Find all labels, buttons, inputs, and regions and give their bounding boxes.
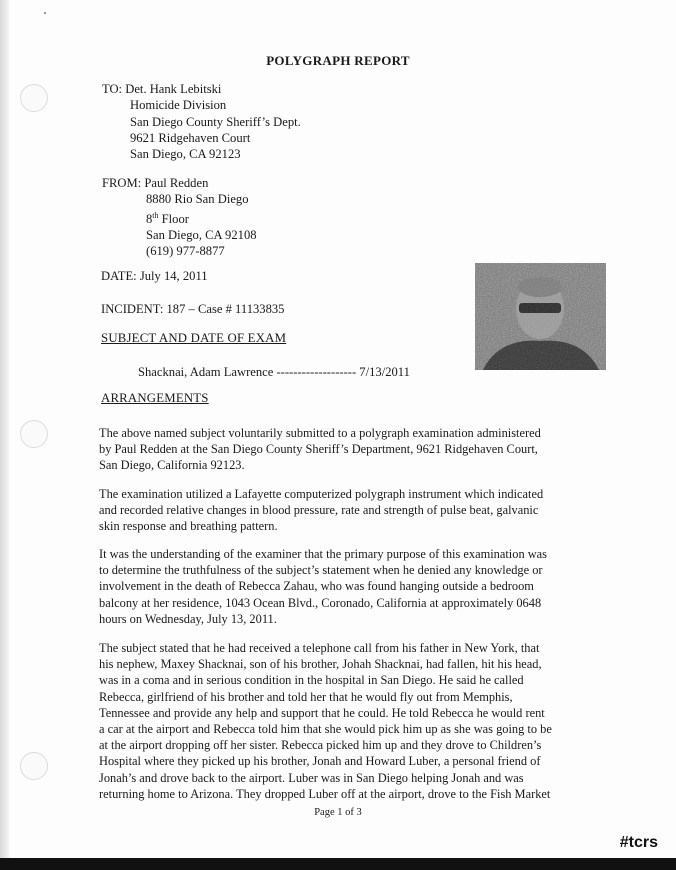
paragraph-line: and recorded relative changes in blood pressure, rate and strength of pulse beat, galvanic xyxy=(99,503,539,518)
floor-suffix: th xyxy=(152,210,159,220)
paragraph-line: a car at the airport and Rebecca told him that she would pick him up as she was going to be xyxy=(99,722,552,737)
from-name: Paul Redden xyxy=(144,176,209,190)
from-label: FROM: xyxy=(102,176,142,190)
from-floor xyxy=(102,208,257,227)
subject-photo xyxy=(475,263,606,370)
to-name: Det. Hank Lebitski xyxy=(125,82,222,96)
paragraph-line: It was the understanding of the examiner that the primary purpose of this examination was xyxy=(99,547,548,561)
paragraph-line: Rebecca, girlfriend of his brother and told her that he would fly out from Memphis, xyxy=(99,689,513,704)
paragraph-line: Tennessee and provide any help and support that he could. He told Rebecca he would rent xyxy=(99,705,545,720)
paragraph-line: his nephew, Maxey Shacknai, son of his brother, Johah Shacknai, had fallen, hit his head, xyxy=(99,657,542,672)
to-block xyxy=(102,81,301,162)
punch-hole xyxy=(20,752,48,780)
paragraph-line: Jonah’s and drove back to the airport. Luber was in San Diego helping Jonah and was xyxy=(99,770,524,785)
paragraph-line: hours on Wednesday, July 13, 2011. xyxy=(99,611,277,626)
subject-heading: SUBJECT AND DATE OF EXAM xyxy=(101,331,287,345)
paragraph xyxy=(99,640,577,802)
to-line: 9621 Ridgehaven Court xyxy=(130,130,251,145)
paragraph-line: The examination utilized a Lafayette computerized polygraph instrument which indicated xyxy=(99,487,544,501)
from-line: 8880 Rio San Diego xyxy=(146,192,249,207)
paragraph-line: returning home to Arizona. They dropped Luber off at the airport, drove to the Fish Market xyxy=(99,786,551,801)
punch-hole xyxy=(20,84,48,112)
paragraph-line: Hospital where they picked up his brother, Jonah and Howard Luber, a personal friend of xyxy=(99,754,541,769)
from-phone: (619) 977-8877 xyxy=(146,244,225,259)
paragraph-line: The subject stated that he had received a telephone call from his father in New York, that xyxy=(99,641,540,655)
paragraph-line: at the airport dropping off her sister. Rebecca picked him up and they drove to Children’s xyxy=(99,738,542,753)
date-line: DATE: July 14, 2011 xyxy=(101,269,208,283)
floor-number: 8 xyxy=(146,211,153,226)
scan-speck xyxy=(44,12,46,14)
report-title: POLYGRAPH REPORT xyxy=(266,53,410,68)
paragraph-line: The above named subject voluntarily submitted to a polygraph examination administered xyxy=(99,426,541,440)
paragraph xyxy=(99,425,577,474)
to-label: TO: xyxy=(102,82,123,96)
from-block xyxy=(102,175,257,260)
page-left-edge xyxy=(0,0,9,858)
to-line: Homicide Division xyxy=(130,98,227,113)
floor-word: Floor xyxy=(158,211,189,226)
paragraph-line: San Diego, California 92123. xyxy=(99,458,245,473)
paragraph-line: skin response and breathing pattern. xyxy=(99,519,278,534)
paragraph xyxy=(99,486,577,535)
hashtag-watermark: #tcrs xyxy=(619,834,658,851)
subject-photo-image xyxy=(475,263,606,370)
to-line: San Diego, CA 92123 xyxy=(130,147,241,162)
paragraph xyxy=(99,546,577,627)
arrangements-heading: ARRANGEMENTS xyxy=(101,391,209,405)
from-line: San Diego, CA 92108 xyxy=(146,228,257,243)
to-line: San Diego County Sheriff’s Dept. xyxy=(130,114,301,129)
paragraph-line: involvement in the death of Rebecca Zahau, who was found hanging outside a bedroom xyxy=(99,579,534,594)
punch-hole xyxy=(20,420,48,448)
incident-line: INCIDENT: 187 – Case # 11133835 xyxy=(101,302,285,316)
paragraph-line: balcony at her residence, 1043 Ocean Blvd., Coronado, California at approximately 0648 xyxy=(99,595,542,610)
paragraph-line: to determine the truthfulness of the subject’s statement when he denied any knowledge or xyxy=(99,563,543,578)
page-number: Page 1 of 3 xyxy=(314,807,362,818)
paragraph-line: by Paul Redden at the San Diego County Sheriff’s Department, 9621 Ridgehaven Court, xyxy=(99,442,538,457)
paragraph-line: was in a coma and in serious condition in the hospital in San Diego. He said he called xyxy=(99,673,524,688)
subject-line: Shacknai, Adam Lawrence ------------------- 7/13/2011 xyxy=(138,365,410,379)
bottom-bar xyxy=(0,858,676,870)
